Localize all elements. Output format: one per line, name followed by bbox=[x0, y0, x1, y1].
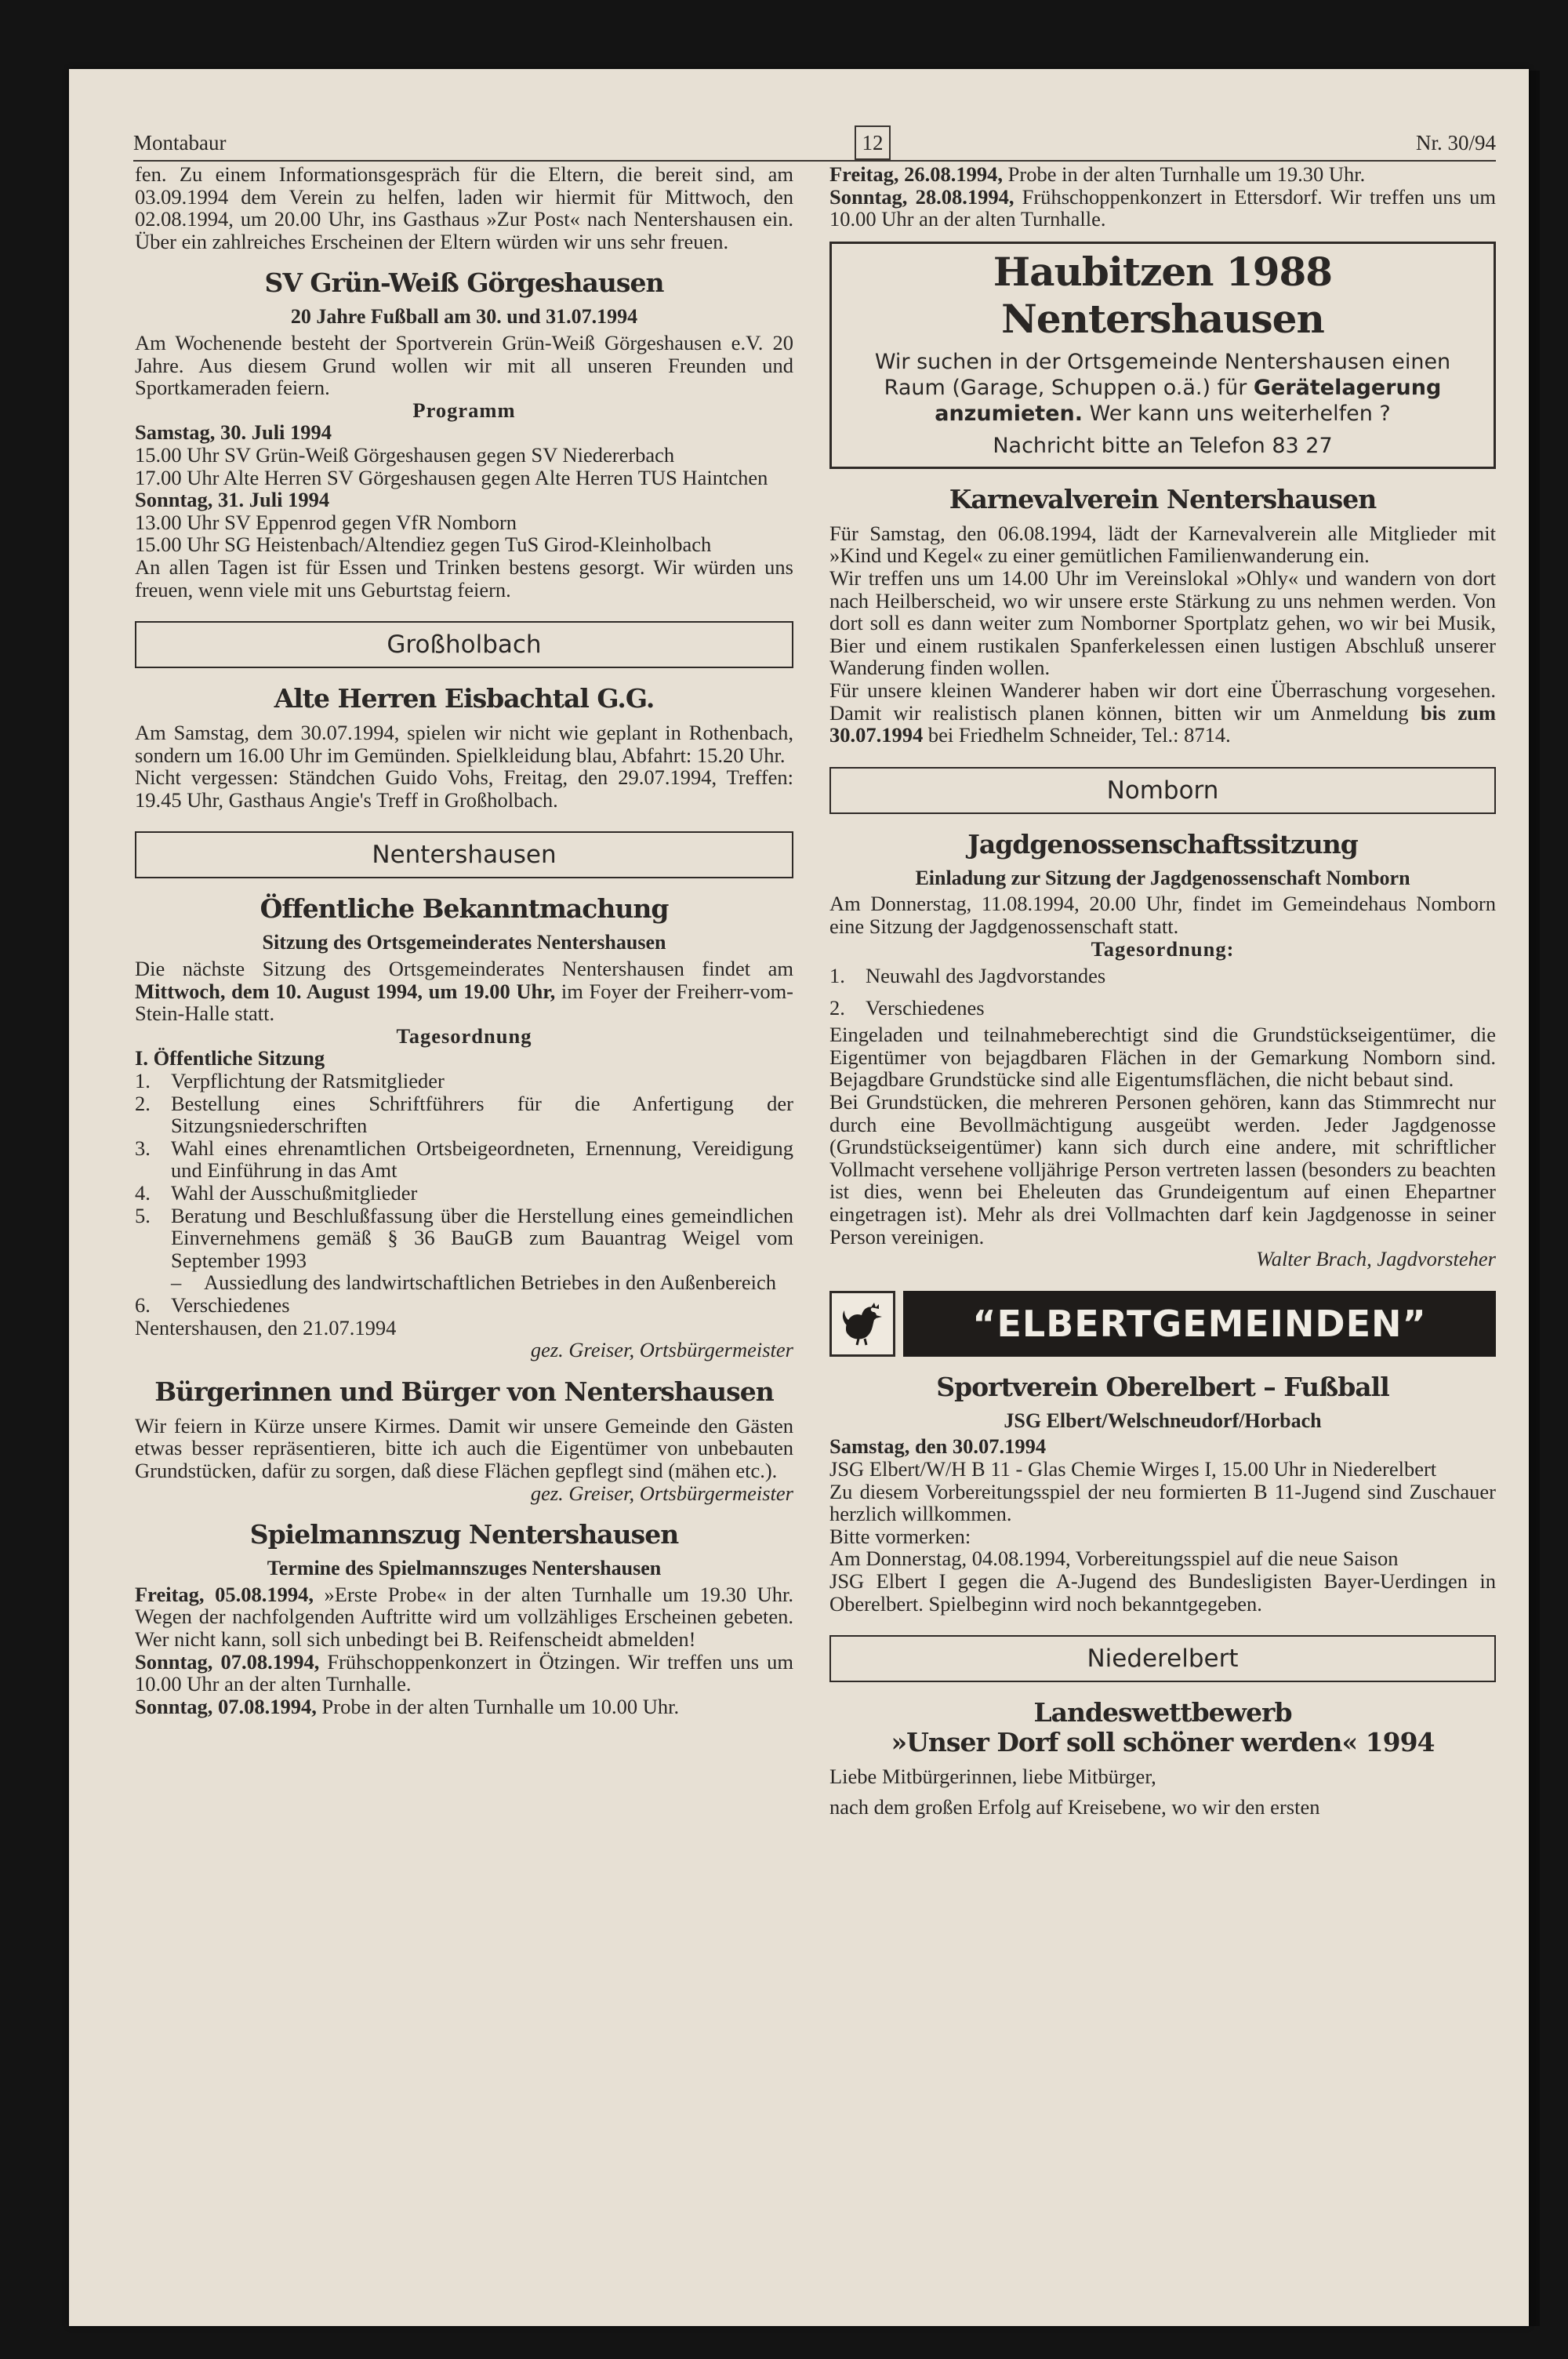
item-text: Bestellung eines Schriftführers für die Anfertigung der Sitzungsniederschriften bbox=[171, 1091, 793, 1138]
sp-date: Samstag, den 30.07.1994 bbox=[829, 1434, 1047, 1459]
item-text: Aussiedlung des landwirtschaftlichen Betriebes in den Außenbereich bbox=[204, 1270, 777, 1295]
right-column bbox=[829, 163, 1496, 1818]
ad-line-2-bold: Gerätelagerung bbox=[1253, 375, 1442, 400]
jg-subtitle: Einladung zur Sitzung der Jagdgenossenschaft Nomborn bbox=[915, 866, 1410, 889]
lw-text: nach dem großen Erfolg auf Kreisebene, wo wir den ersten bbox=[829, 1794, 1320, 1819]
item-number: 4. bbox=[135, 1181, 151, 1205]
page-number: 12 bbox=[855, 125, 891, 160]
sv-program-label: Programm bbox=[412, 398, 516, 422]
sz-entry-1 bbox=[135, 1583, 793, 1651]
ob-title: Öffentliche Bekanntmachung bbox=[260, 893, 669, 925]
newspaper-page bbox=[69, 69, 1529, 2326]
item-number: 2. bbox=[829, 995, 845, 1020]
ob-text-date: Mittwoch, dem 10. August 1994, um 19.00 Uhr, bbox=[135, 979, 556, 1003]
jg-text: Am Donnerstag, 11.08.1994, 20.00 Uhr, findet im Gemeindehaus Nomborn eine Sitzung der Jagdgenossenschaft statt. bbox=[829, 892, 1496, 938]
ob-text bbox=[135, 958, 793, 1025]
bb-signature: gez. Greiser, Ortsbürgermeister bbox=[530, 1481, 793, 1505]
ad-line-3-text: Wer kann uns weiterhelfen ? bbox=[1083, 401, 1391, 426]
list-item bbox=[829, 965, 1496, 987]
item-text: Verschiedenes bbox=[866, 995, 985, 1020]
section-box-nentershausen: Nentershausen bbox=[135, 831, 793, 878]
sp-line-4: Am Donnerstag, 04.08.1994, Vorbereitungsspiel auf die neue Saison bbox=[829, 1547, 1399, 1571]
ah-text-2: Nicht vergessen: Ständchen Guido Vohs, Freitag, den 29.07.1994, Treffen: 19.45 Uhr, Gasthaus Angie's Treff in Großholbach. bbox=[135, 765, 793, 812]
jg-title: Jagdgenossenschaftssitzung bbox=[967, 828, 1358, 860]
sz-entry-5 bbox=[829, 186, 1496, 231]
bb-text: Wir feiern in Kürze unsere Kirmes. Damit wir unsere Gemeinde den Gästen etwas besser repräsentieren, bitte ich auch die Eigentümer von unbebauten Grundstücken, dafür zu sorgen, daß diese Flächen gepflegt sind (mähen etc.). bbox=[135, 1413, 793, 1482]
jg-agenda-list bbox=[829, 965, 1496, 1019]
list-subitem bbox=[135, 1271, 793, 1294]
ad-line-2-text: Raum (Garage, Schuppen o.ä.) für bbox=[884, 375, 1254, 400]
sz-subtitle: Termine des Spielmannszuges Nentershausen bbox=[267, 1557, 662, 1580]
sv-text: Am Wochenende besteht der Sportverein Grün-Weiß Görgeshausen e.V. 20 Jahre. Aus diesem Grund wollen wir mit all unseren Freunden und Sportkameraden feiern. bbox=[135, 330, 793, 400]
entry-text: »Erste Probe« in der alten Turnhalle um 19.30 Uhr. Wegen der nachfolgenden Auftritte wird um vollzähliges Erscheinen gebeten. Wer nicht kann, soll sich unbedingt bei B. Reifenscheidt abmelden! bbox=[135, 1582, 794, 1651]
item-text: Wahl eines ehrenamtlichen Ortsbeigeordneten, Ernennung, Vereidigung und Einführung in das Amt bbox=[171, 1136, 793, 1183]
jg-agenda-label: Tagesordnung: bbox=[1091, 936, 1235, 961]
entry-date: Sonntag, 07.08.1994, bbox=[135, 1649, 320, 1674]
ad-title: Haubitzen 1988 Nentershausen bbox=[993, 248, 1333, 342]
entry-date: Freitag, 26.08.1994, bbox=[829, 162, 1004, 186]
ad-line-1: Wir suchen in der Ortsgemeinde Nentershausen einen bbox=[874, 349, 1451, 374]
kv-text-3 bbox=[829, 679, 1496, 747]
section-box-nomborn: Nomborn bbox=[829, 767, 1496, 814]
jg-signature: Walter Brach, Jagdvorsteher bbox=[1256, 1247, 1496, 1271]
sp-title: Sportverein Oberelbert – Fußball bbox=[936, 1371, 1389, 1402]
sv-subtitle: 20 Jahre Fußball am 30. und 31.07.1994 bbox=[290, 305, 638, 329]
list-item bbox=[135, 1137, 793, 1182]
kv-text-1: Für Samstag, den 06.08.1994, lädt der Karnevalverein alle Mitglieder mit »Kind und Kegel« zu einer gemütlichen Familienwanderung ein. bbox=[829, 521, 1496, 568]
sp-line-3: Bitte vormerken: bbox=[829, 1524, 971, 1548]
section-box-niederelbert: Niederelbert bbox=[829, 1635, 1496, 1682]
kv-text-3a: Für unsere kleinen Wanderer haben wir dort eine Überraschung vorgesehen. Damit wir realistisch planen können, bitten wir um Anmeldung bbox=[829, 678, 1496, 725]
list-item bbox=[135, 1092, 793, 1137]
ob-date: Nentershausen, den 21.07.1994 bbox=[135, 1315, 397, 1339]
sp-line-5: JSG Elbert I gegen die A-Jugend des Bundesligisten Bayer-Uerdingen in Oberelbert. Spielbeginn wird noch bekanntgegeben. bbox=[829, 1568, 1496, 1616]
list-item bbox=[135, 1182, 793, 1205]
item-number: 1. bbox=[135, 1069, 151, 1093]
entry-text: Frühschoppenkonzert in Ettersdorf. Wir treffen uns um 10.00 Uhr an der alten Turnhalle. bbox=[829, 184, 1496, 231]
entry-date: Freitag, 05.08.1994, bbox=[135, 1582, 314, 1606]
ad-contact: Nachricht bitte an Telefon 83 27 bbox=[993, 433, 1333, 458]
lw-title-1: Landeswettbewerb bbox=[1033, 1697, 1292, 1728]
sv-sunday-match-1: 13.00 Uhr SV Eppenrod gegen VfR Nomborn bbox=[135, 510, 517, 534]
entry-date: Sonntag, 07.08.1994, bbox=[135, 1694, 317, 1718]
list-item bbox=[829, 997, 1496, 1020]
sv-saturday-match-1: 15.00 Uhr SV Grün-Weiß Görgeshausen gegen SV Niedererbach bbox=[135, 442, 675, 467]
jg-text-2: Bei Grundstücken, die mehreren Personen gehören, kann das Stimmrecht nur durch eine Bevollmächtigung ausgeübt werden. Jeder Jagdgenosse (Grundstückseigentümer) kann sich durch eine andere, mit schriftlicher Vollmacht versehene volljährige Person vertreten lassen (besonders zu beachten ist dies, wenn bei Eheleuten das Grundeigentum auf einen Ehepartner eingetragen ist). Mehr als drei Vollmachten darf kein Jagdgenosse in seiner Person vereinigen. bbox=[829, 1090, 1496, 1249]
ob-text-b: im Foyer der Freiherr-vom-Stein-Halle statt. bbox=[135, 979, 794, 1026]
kv-deadline: bis zum 30.07.1994 bbox=[829, 700, 1496, 747]
sz-entry-2 bbox=[135, 1651, 793, 1696]
dash-marker: – bbox=[171, 1270, 182, 1295]
entry-text: Probe in der alten Turnhalle um 10.00 Uhr. bbox=[316, 1694, 680, 1718]
lw-greeting: Liebe Mitbürgerinnen, liebe Mitbürger, bbox=[829, 1765, 1156, 1789]
section-box-grossholbach: Großholbach bbox=[135, 621, 793, 668]
ob-text-a: Die nächste Sitzung des Ortsgemeinderates Nentershausen findet am bbox=[135, 957, 793, 981]
left-column bbox=[135, 163, 793, 1717]
item-number: 6. bbox=[135, 1292, 151, 1317]
kv-title: Karnevalverein Nentershausen bbox=[949, 483, 1377, 514]
ob-section-label: I. Öffentliche Sitzung bbox=[135, 1046, 325, 1070]
page-header bbox=[133, 129, 1496, 162]
elbertgemeinden-banner bbox=[829, 1291, 1496, 1357]
page-edge-shadow bbox=[1529, 71, 1540, 2326]
list-item bbox=[135, 1205, 793, 1272]
header-place: Montabaur bbox=[133, 131, 227, 154]
haubitzen-ad bbox=[829, 242, 1496, 469]
ad-line-3 bbox=[841, 401, 1484, 427]
sz-entry-3 bbox=[135, 1696, 793, 1718]
intro-text: fen. Zu einem Informationsgespräch für die Eltern, die bereit sind, am 03.09.1994 dem Verein zu helfen, laden wir hiermit für Mittwoch, den 02.08.1994, um 20.00 Uhr, ins Gasthaus »Zur Post« nach Nentershausen ein. Über ein zahlreiches Erscheinen der Eltern würden wir uns sehr freuen. bbox=[135, 162, 793, 253]
sp-subtitle: JSG Elbert/Welschneudorf/Horbach bbox=[1004, 1408, 1322, 1432]
sp-line-2: Zu diesem Vorbereitungsspiel der neu formierten B 11-Jugend sind Zuschauer herzlich willkommen. bbox=[829, 1479, 1496, 1526]
item-text: Wahl der Ausschußmitglieder bbox=[171, 1181, 418, 1205]
item-number: 3. bbox=[135, 1136, 151, 1160]
entry-date: Sonntag, 28.08.1994, bbox=[829, 184, 1014, 209]
sz-entry-4 bbox=[829, 163, 1496, 186]
sv-closing: An allen Tagen ist für Essen und Trinken bestens gesorgt. Wir würden uns freuen, wenn viele mit uns Geburtstag feiern. bbox=[135, 554, 793, 602]
sz-title: Spielmannszug Nentershausen bbox=[249, 1519, 679, 1550]
jg-text-1: Eingeladen und teilnahmeberechtigt sind die Grundstückseigentümer, die Eigentümer von bejagdbaren Flächen in der Gemarkung Nomborn sind. Bejagdbare Grundstücke sind alle Eigentumsflächen, die nicht bebaut sind. bbox=[829, 1023, 1496, 1092]
sp-line-1: JSG Elbert/W/H B 11 - Glas Chemie Wirges I, 15.00 Uhr in Niederelbert bbox=[829, 1457, 1437, 1481]
ah-title: Alte Herren Eisbachtal G.G. bbox=[274, 683, 655, 714]
ob-agenda-list bbox=[135, 1070, 793, 1317]
sv-sunday-match-2: 15.00 Uhr SG Heistenbach/Altendiez gegen TuS Girod-Kleinholbach bbox=[135, 533, 712, 557]
list-item bbox=[135, 1294, 793, 1317]
item-text: Beratung und Beschlußfassung über die Herstellung eines gemeindlichen Einvernehmens gemäß § 36 BauGB zum Bauantrag Weigel vom September 1993 bbox=[171, 1203, 793, 1272]
entry-text: Frühschoppenkonzert in Ötzingen. Wir treffen uns um 10.00 Uhr an der alten Turnhalle. bbox=[135, 1649, 793, 1696]
kv-text-3c: bei Friedhelm Schneider, Tel.: 8714. bbox=[923, 723, 1231, 747]
item-number: 5. bbox=[135, 1203, 151, 1227]
ob-subtitle: Sitzung des Ortsgemeinderates Nentershausen bbox=[262, 931, 666, 954]
item-text: Verschiedenes bbox=[171, 1292, 290, 1317]
item-number: 1. bbox=[829, 964, 845, 988]
sv-saturday: Samstag, 30. Juli 1994 bbox=[135, 420, 332, 445]
ah-text-1: Am Samstag, dem 30.07.1994, spielen wir nicht wie geplant in Rothenbach, sondern um 16.00 Uhr im Gemünden. Spielkleidung blau, Abfahrt: 15.20 Uhr. bbox=[135, 721, 793, 767]
header-issue: Nr. 30/94 bbox=[1415, 131, 1496, 154]
item-text: Verpflichtung der Ratsmitglieder bbox=[171, 1069, 445, 1093]
ad-line-3-bold: anzumieten. bbox=[935, 401, 1083, 426]
ob-agenda-label: Tagesordnung bbox=[396, 1023, 532, 1048]
ob-signature: gez. Greiser, Ortsbürgermeister bbox=[530, 1338, 793, 1362]
ad-line-2 bbox=[841, 375, 1484, 401]
rooster-logo-icon bbox=[829, 1291, 895, 1357]
bb-title: Bürgerinnen und Bürger von Nentershausen bbox=[154, 1376, 774, 1407]
entry-text: Probe in der alten Turnhalle um 19.30 Uhr. bbox=[1003, 162, 1366, 186]
item-text: Neuwahl des Jagdvorstandes bbox=[866, 964, 1106, 988]
sv-sunday: Sonntag, 31. Juli 1994 bbox=[135, 488, 330, 512]
list-item bbox=[135, 1070, 793, 1092]
lw-title-2: »Unser Dorf soll schöner werden« 1994 bbox=[891, 1727, 1435, 1758]
sv-title: SV Grün-Weiß Görgeshausen bbox=[264, 267, 664, 299]
kv-text-2: Wir treffen uns um 14.00 Uhr im Vereinslokal »Ohly« und wandern von dort nach Heilberscheid, wo wir unsere erste Stärkung zu uns nehmen werden. Von dort soll es dann weiter zum Nomborner Sportplatz gehen, wo wir bei Musik, Bier und einem rustikalen Spanferkelessen einen lustigen Abschluß unserer Wanderung finden wollen. bbox=[829, 565, 1496, 680]
banner-title: “ELBERTGEMEINDEN” bbox=[903, 1291, 1496, 1357]
item-number: 2. bbox=[135, 1091, 151, 1115]
sv-saturday-match-2: 17.00 Uhr Alte Herren SV Görgeshausen gegen Alte Herren TUS Haintchen bbox=[135, 465, 768, 489]
